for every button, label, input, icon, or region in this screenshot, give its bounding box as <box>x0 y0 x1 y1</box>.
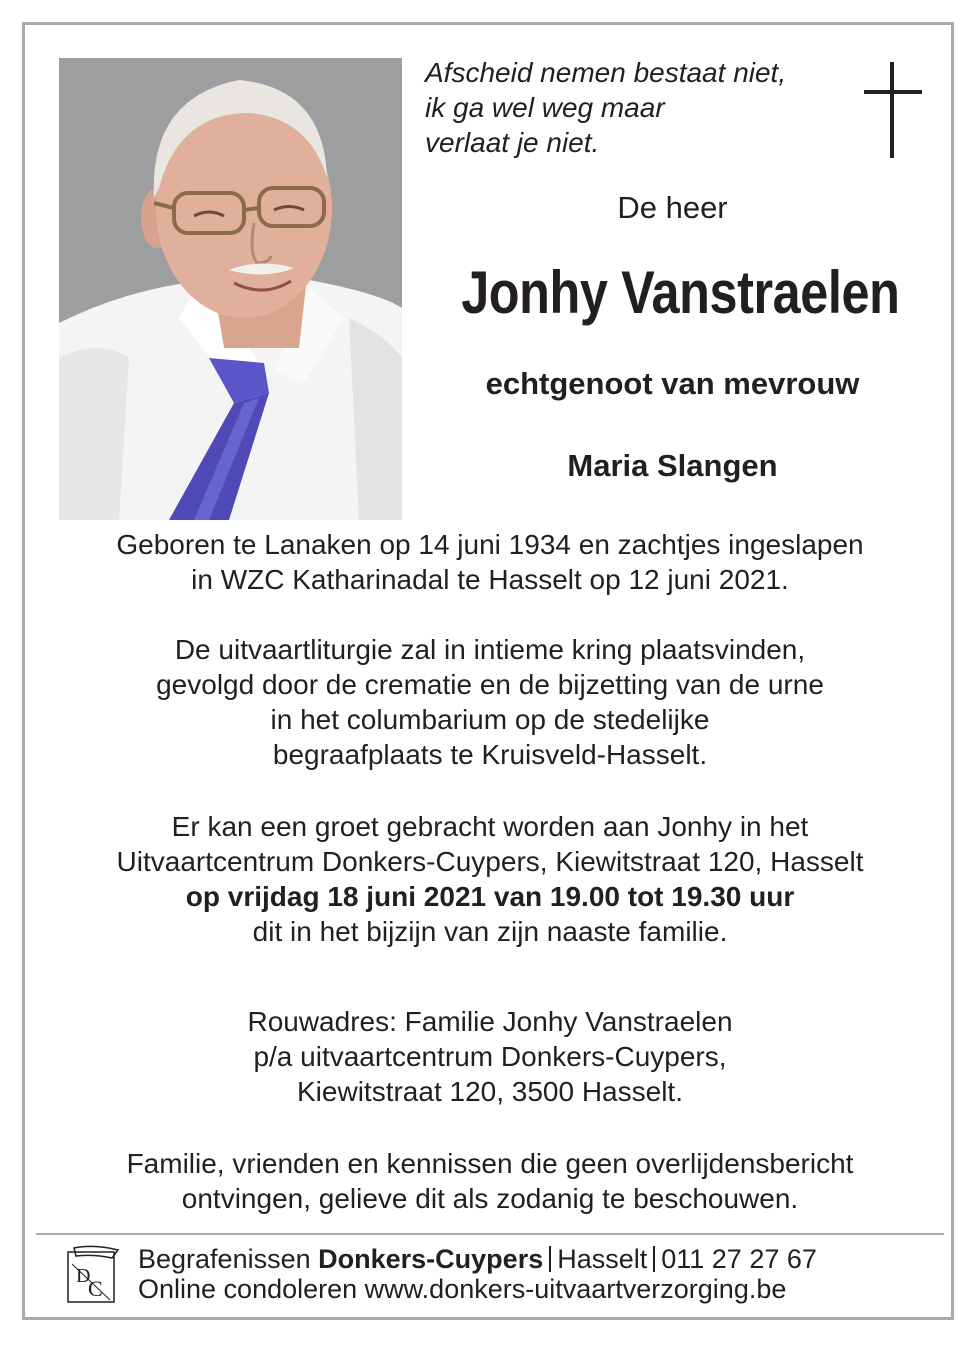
text-line: Uitvaartcentrum Donkers-Cuypers, Kiewitstraat 120, Hasselt <box>116 846 864 877</box>
honorific: De heer <box>617 190 728 225</box>
visitation-datetime: op vrijdag 18 juni 2021 van 19.00 tot 19.30 uur <box>185 881 795 912</box>
text-line: Familie, vrienden en kennissen die geen overlijdensbericht <box>126 1148 854 1179</box>
text-line: gevolgd door de crematie en de bijzetting van de urne <box>156 669 824 700</box>
footer-city: Hasselt <box>557 1244 648 1274</box>
quote-line: Afscheid nemen bestaat niet, <box>425 57 787 88</box>
address-paragraph <box>40 1004 940 1109</box>
footer-separator <box>653 1246 655 1272</box>
portrait-illustration <box>59 58 402 520</box>
text-line: ontvingen, gelieve dit als zodanig te beschouwen. <box>181 1183 799 1214</box>
birth-death-paragraph <box>40 527 940 597</box>
text-line: Kiewitstraat 120, 3500 Hasselt. <box>297 1076 683 1107</box>
footer-line-1 <box>138 1244 817 1274</box>
deceased-name: Jonhy Vanstraelen <box>461 259 900 326</box>
visitation-paragraph <box>40 809 940 949</box>
text-line: Geboren te Lanaken op 14 juni 1934 en zachtjes ingeslapen <box>116 529 864 560</box>
footer <box>138 1244 817 1304</box>
spouse-label: echtgenoot van mevrouw <box>485 366 860 401</box>
text-line: De uitvaartliturgie zal in intieme kring plaatsvinden, <box>174 634 806 665</box>
quote-line: ik ga wel weg maar <box>425 92 665 123</box>
footer-line-2 <box>138 1274 817 1304</box>
footer-company: Donkers-Cuypers <box>318 1244 544 1274</box>
quote <box>425 55 865 160</box>
text-line: Er kan een groet gebracht worden aan Jonhy in het <box>171 811 809 842</box>
dc-logo-icon <box>64 1244 120 1306</box>
cross-icon <box>864 62 922 158</box>
svg-text:C: C <box>88 1276 103 1301</box>
notice-paragraph <box>40 1146 940 1216</box>
quote-line: verlaat je niet. <box>425 127 600 158</box>
text-line: p/a uitvaartcentrum Donkers-Cuypers, <box>253 1041 727 1072</box>
footer-phone[interactable]: 011 27 27 67 <box>661 1244 817 1274</box>
funeral-paragraph <box>40 632 940 772</box>
footer-divider <box>36 1233 944 1235</box>
footer-online-label: Online condoleren <box>138 1274 358 1304</box>
text-line: in het columbarium op de stedelijke <box>270 704 710 735</box>
text-line: Rouwadres: Familie Jonhy Vanstraelen <box>247 1006 733 1037</box>
text-line: in WZC Katharinadal te Hasselt op 12 juni 2021. <box>191 564 789 595</box>
text-line: dit in het bijzijn van zijn naaste familie. <box>252 916 728 947</box>
footer-website-link[interactable]: www.donkers-uitvaartverzorging.be <box>364 1274 787 1304</box>
spouse-name: Maria Slangen <box>567 448 778 483</box>
svg-text:D: D <box>76 1265 91 1287</box>
footer-separator <box>549 1246 551 1272</box>
portrait-photo <box>59 58 402 520</box>
text-line: begraafplaats te Kruisveld-Hasselt. <box>272 739 708 770</box>
footer-prefix: Begrafenissen <box>138 1244 311 1274</box>
